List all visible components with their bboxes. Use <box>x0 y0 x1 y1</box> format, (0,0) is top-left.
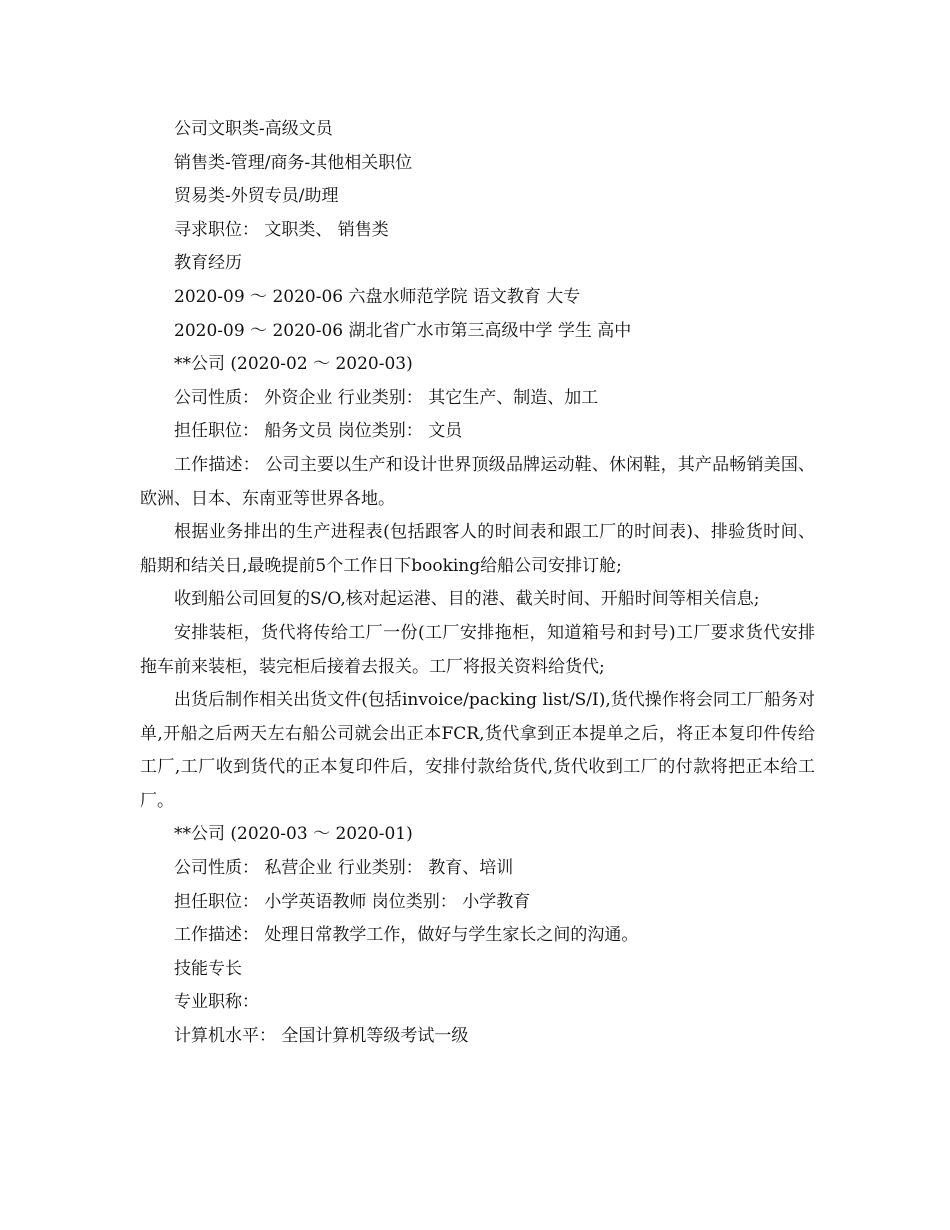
job-category-sales: 销售类-管理/商务-其他相关职位 <box>174 152 413 173</box>
job-duty-paragraph: 出货后制作相关出货文件(包括invoice/packing list/S/I),货代操作将会同工厂船务对单,开船之后两天左右船公司就会出正本FCR,货代拿到正本提单之后，将正本复印件传给工厂,工厂收到货代的正本复印件后，安排付款给货代,货代收到工厂的付款将把正本给工厂。 <box>140 690 815 811</box>
job-category-trade: 贸易类-外贸专员/助理 <box>174 186 339 207</box>
position-held: 担任职位： 船务文员 岗位类别： 文员 <box>174 421 463 442</box>
desired-position: 寻求职位： 文职类、 销售类 <box>174 219 389 240</box>
education-heading: 教育经历 <box>174 253 242 274</box>
company-nature: 公司性质： 私营企业 行业类别： 教育、培训 <box>174 858 514 879</box>
job-duty-paragraph: 收到船公司回复的S/O,核对起运港、目的港、截关时间、开船时间等相关信息; <box>174 589 760 610</box>
company-nature: 公司性质： 外资企业 行业类别： 其它生产、制造、加工 <box>174 387 599 408</box>
job-duty-paragraph: 安排装柜，货代将传给工厂一份(工厂安排拖柜，知道箱号和封号)工厂要求货代安排拖车前来装柜，装完柜后接着去报关。工厂将报关资料给货代; <box>140 622 815 677</box>
job-category-clerical: 公司文职类-高级文员 <box>174 119 333 139</box>
skills-heading: 技能专长 <box>174 958 242 979</box>
education-entry: 2020-09 ～ 2020-06 六盘水师范学院 语文教育 大专 <box>174 286 581 307</box>
professional-title: 专业职称： <box>174 992 259 1013</box>
job-duty-paragraph: 根据业务排出的生产进程表(包括跟客人的时间表和跟工厂的时间表)、排验货时间、船期和结关日,最晚提前5个工作日下booking给船公司安排订舱; <box>140 522 815 576</box>
computer-level: 计算机水平： 全国计算机等级考试一级 <box>174 1026 469 1047</box>
document-body <box>140 113 815 1054</box>
company-entry-title: **公司 (2020-03 ～ 2020-01) <box>174 824 413 845</box>
company-entry-title: **公司 (2020-02 ～ 2020-03) <box>174 354 413 375</box>
education-entry: 2020-09 ～ 2020-06 湖北省广水市第三高级中学 学生 高中 <box>174 320 632 341</box>
job-description: 工作描述： 公司主要以生产和设计世界顶级品牌运动鞋、休闲鞋，其产品畅销美国、欧洲、日本、东南亚等世界各地。 <box>140 454 815 509</box>
job-description: 工作描述： 处理日常教学工作，做好与学生家长之间的沟通。 <box>174 925 639 946</box>
position-held: 担任职位： 小学英语教师 岗位类别： 小学教育 <box>174 891 531 912</box>
